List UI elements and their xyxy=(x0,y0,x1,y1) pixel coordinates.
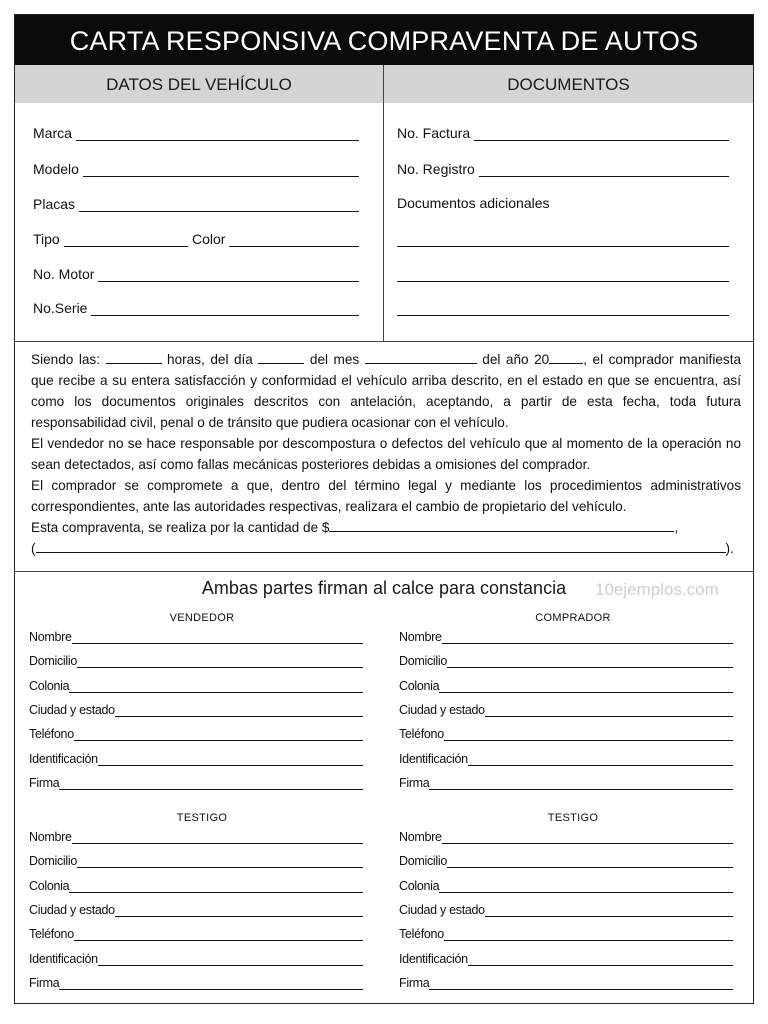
registro-field[interactable] xyxy=(397,159,729,177)
testigo-2-domicilio-line[interactable] xyxy=(447,855,733,868)
statement-text xyxy=(31,349,741,559)
form-title: CARTA RESPONSIVA COMPRAVENTA DE AUTOS xyxy=(15,15,753,65)
color-label: Color xyxy=(192,231,226,247)
vendedor-domicilio-field[interactable] xyxy=(29,652,363,668)
testigo-1-domicilio-field[interactable] xyxy=(29,852,363,868)
comprador-heading: COMPRADOR xyxy=(535,612,611,624)
comprador-domicilio-line[interactable] xyxy=(447,655,733,668)
statement-mes: del mes xyxy=(309,352,360,367)
testigo-2-colonia-field[interactable] xyxy=(399,877,733,893)
vendedor-domicilio-line[interactable] xyxy=(77,655,363,668)
signatures-top-rule xyxy=(15,571,753,572)
testigo-1-identificacion-label: Identificación xyxy=(29,951,98,966)
testigo-1-heading: TESTIGO xyxy=(176,812,228,824)
comprador-telefono-field[interactable] xyxy=(399,725,733,741)
placas-line[interactable] xyxy=(79,197,359,212)
vendedor-firma-field[interactable] xyxy=(29,774,363,790)
statement-paren-open: ( xyxy=(31,541,36,556)
statement-paren-close: ). xyxy=(725,541,734,556)
serie-field[interactable] xyxy=(33,298,359,316)
vendedor-identificacion-label: Identificación xyxy=(29,751,98,766)
testigo-1-domicilio-line[interactable] xyxy=(77,855,363,868)
vendedor-ciudad-field[interactable] xyxy=(29,701,363,717)
additional-docs-line-3[interactable] xyxy=(397,314,729,316)
statement-top-rule xyxy=(15,341,753,342)
testigo-1-nombre-line[interactable] xyxy=(72,831,363,844)
testigo-2-nombre-label: Nombre xyxy=(399,830,442,844)
vendedor-telefono-field[interactable] xyxy=(29,725,363,741)
statement-horas: horas, del día xyxy=(167,352,253,367)
comprador-identificacion-line[interactable] xyxy=(468,753,733,766)
testigo-1-identificacion-field[interactable] xyxy=(29,950,363,966)
testigo-2-nombre-field[interactable] xyxy=(399,828,733,844)
vendedor-colonia-label: Colonia xyxy=(29,678,70,693)
comprador-ciudad-field[interactable] xyxy=(399,701,733,717)
registro-line[interactable] xyxy=(479,162,729,177)
testigo-2-telefono-label: Teléfono xyxy=(399,927,444,942)
comprador-ciudad-line[interactable] xyxy=(485,704,733,717)
testigo-2-telefono-line[interactable] xyxy=(444,928,733,941)
year-blank[interactable] xyxy=(549,350,583,364)
additional-docs-line-1[interactable] xyxy=(397,245,729,247)
color-line[interactable] xyxy=(229,232,359,247)
testigo-2-nombre-line[interactable] xyxy=(442,831,733,844)
testigo-2-firma-line[interactable] xyxy=(429,977,733,990)
motor-line[interactable] xyxy=(98,267,359,282)
comprador-firma-line[interactable] xyxy=(429,777,733,790)
factura-field[interactable] xyxy=(397,123,729,141)
watermark: 10ejemplos.com xyxy=(595,580,719,599)
testigo-1-colonia-label: Colonia xyxy=(29,878,70,893)
amount-blank[interactable] xyxy=(329,518,674,532)
comprador-colonia-field[interactable] xyxy=(399,677,733,693)
motor-label: No. Motor xyxy=(33,266,95,282)
statement-comma: , xyxy=(674,520,679,535)
testigo-2-identificacion-field[interactable] xyxy=(399,950,733,966)
color-field[interactable] xyxy=(192,229,359,247)
comprador-colonia-label: Colonia xyxy=(399,678,440,693)
hour-blank[interactable] xyxy=(106,350,162,364)
modelo-label: Modelo xyxy=(33,161,79,177)
testigo-2-colonia-label: Colonia xyxy=(399,878,440,893)
testigo-1-telefono-label: Teléfono xyxy=(29,927,74,942)
documents-section-heading: DOCUMENTOS xyxy=(384,65,753,103)
vendedor-identificacion-field[interactable] xyxy=(29,750,363,766)
testigo-1-telefono-field[interactable] xyxy=(29,925,363,941)
registro-label: No. Registro xyxy=(397,161,475,177)
modelo-line[interactable] xyxy=(83,162,359,177)
testigo-2-colonia-line[interactable] xyxy=(439,880,733,893)
vendedor-nombre-label: Nombre xyxy=(29,630,72,644)
testigo-1-ciudad-label: Ciudad y estado xyxy=(29,902,115,917)
vendedor-colonia-line[interactable] xyxy=(69,680,363,693)
comprador-nombre-label: Nombre xyxy=(399,630,442,644)
serie-label: No.Serie xyxy=(33,300,88,316)
form-frame xyxy=(14,14,754,1004)
tipo-label: Tipo xyxy=(33,231,60,247)
additional-docs-line-2[interactable] xyxy=(397,280,729,282)
month-blank[interactable] xyxy=(365,350,477,364)
statement-anio: del año 20 xyxy=(482,352,550,367)
vehicle-section-heading: DATOS DEL VEHÍCULO xyxy=(15,65,383,103)
testigo-1-telefono-line[interactable] xyxy=(74,928,363,941)
comprador-telefono-line[interactable] xyxy=(444,728,733,741)
tipo-field[interactable] xyxy=(33,229,188,247)
vendedor-nombre-field[interactable] xyxy=(29,628,363,644)
testigo-2-ciudad-field[interactable] xyxy=(399,901,733,917)
testigo-2-ciudad-line[interactable] xyxy=(485,904,733,917)
testigo-1-domicilio-label: Domicilio xyxy=(29,854,78,869)
comprador-telefono-label: Teléfono xyxy=(399,727,444,742)
factura-line[interactable] xyxy=(474,126,729,141)
vendedor-ciudad-label: Ciudad y estado xyxy=(29,702,115,717)
comprador-nombre-line[interactable] xyxy=(442,631,733,644)
comprador-identificacion-label: Identificación xyxy=(399,751,468,766)
vendedor-ciudad-line[interactable] xyxy=(115,704,363,717)
marca-field[interactable] xyxy=(33,123,359,141)
testigo-1-nombre-field[interactable] xyxy=(29,828,363,844)
testigo-2-heading: TESTIGO xyxy=(547,812,599,824)
vendedor-domicilio-label: Domicilio xyxy=(29,654,78,669)
vendedor-nombre-line[interactable] xyxy=(72,631,363,644)
vendedor-firma-label: Firma xyxy=(29,775,60,790)
comprador-domicilio-label: Domicilio xyxy=(399,654,448,669)
vendedor-colonia-field[interactable] xyxy=(29,677,363,693)
comprador-ciudad-label: Ciudad y estado xyxy=(399,702,485,717)
testigo-2-firma-field[interactable] xyxy=(399,974,733,990)
testigo-1-nombre-label: Nombre xyxy=(29,830,72,844)
testigo-2-telefono-field[interactable] xyxy=(399,925,733,941)
testigo-1-ciudad-field[interactable] xyxy=(29,901,363,917)
testigo-2-firma-label: Firma xyxy=(399,975,430,990)
testigo-2-identificacion-label: Identificación xyxy=(399,951,468,966)
statement-body-2: El vendedor no se hace responsable por descompostura o defectos del vehículo que al momento de la operación no sean detectados, así como fallas mecánicas posteriores debidas a omisiones del comprador. xyxy=(31,436,741,472)
comprador-colonia-line[interactable] xyxy=(439,680,733,693)
statement-siendo: Siendo las: xyxy=(31,352,100,367)
testigo-1-firma-field[interactable] xyxy=(29,974,363,990)
marca-label: Marca xyxy=(33,125,72,141)
testigo-1-firma-line[interactable] xyxy=(59,977,363,990)
additional-docs-label: Documentos adicionales xyxy=(397,195,550,211)
testigo-1-identificacion-line[interactable] xyxy=(98,953,363,966)
testigo-1-colonia-line[interactable] xyxy=(69,880,363,893)
statement-body-3: El comprador se compromete a que, dentro del término legal y mediante los procedimientos administrativos correspondientes, ante las autoridades respectivas, realizara el cambio de propietario del vehículo. xyxy=(31,478,741,514)
vendedor-firma-line[interactable] xyxy=(59,777,363,790)
comprador-identificacion-field[interactable] xyxy=(399,750,733,766)
placas-field[interactable] xyxy=(33,194,359,212)
vendedor-telefono-label: Teléfono xyxy=(29,727,74,742)
testigo-1-colonia-field[interactable] xyxy=(29,877,363,893)
vendedor-telefono-line[interactable] xyxy=(74,728,363,741)
marca-line[interactable] xyxy=(76,126,359,141)
testigo-1-ciudad-line[interactable] xyxy=(115,904,363,917)
day-blank[interactable] xyxy=(258,350,304,364)
modelo-field[interactable] xyxy=(33,159,359,177)
factura-label: No. Factura xyxy=(397,125,471,141)
signatures-title: Ambas partes firman al calce para constancia xyxy=(201,578,567,598)
comprador-nombre-field[interactable] xyxy=(399,628,733,644)
testigo-2-domicilio-label: Domicilio xyxy=(399,854,448,869)
comprador-firma-label: Firma xyxy=(399,775,430,790)
statement-body-1: , el comprador manifiesta que recibe a su entera satisfacción y conformidad el vehículo arriba descrito, en el estado en que se encuentra, así como los documentos originales descritos con antelación, aceptando, a partir de esta fecha, toda futura responsabilidad civil, penal o de tránsito que pudiera ocasionar con el vehículo. xyxy=(31,352,742,430)
motor-field[interactable] xyxy=(33,264,359,282)
vendedor-heading: VENDEDOR xyxy=(169,612,235,624)
serie-line[interactable] xyxy=(91,301,359,316)
testigo-2-domicilio-field[interactable] xyxy=(399,852,733,868)
placas-label: Placas xyxy=(33,196,76,212)
testigo-1-firma-label: Firma xyxy=(29,975,60,990)
comprador-firma-field[interactable] xyxy=(399,774,733,790)
section-divider xyxy=(383,65,384,341)
amount-words-blank[interactable] xyxy=(36,539,726,553)
statement-cantidad: Esta compraventa, se realiza por la cantidad de $ xyxy=(31,520,330,535)
testigo-2-identificacion-line[interactable] xyxy=(468,953,733,966)
tipo-line[interactable] xyxy=(64,232,188,247)
testigo-2-ciudad-label: Ciudad y estado xyxy=(399,902,485,917)
vendedor-identificacion-line[interactable] xyxy=(98,753,363,766)
comprador-domicilio-field[interactable] xyxy=(399,652,733,668)
